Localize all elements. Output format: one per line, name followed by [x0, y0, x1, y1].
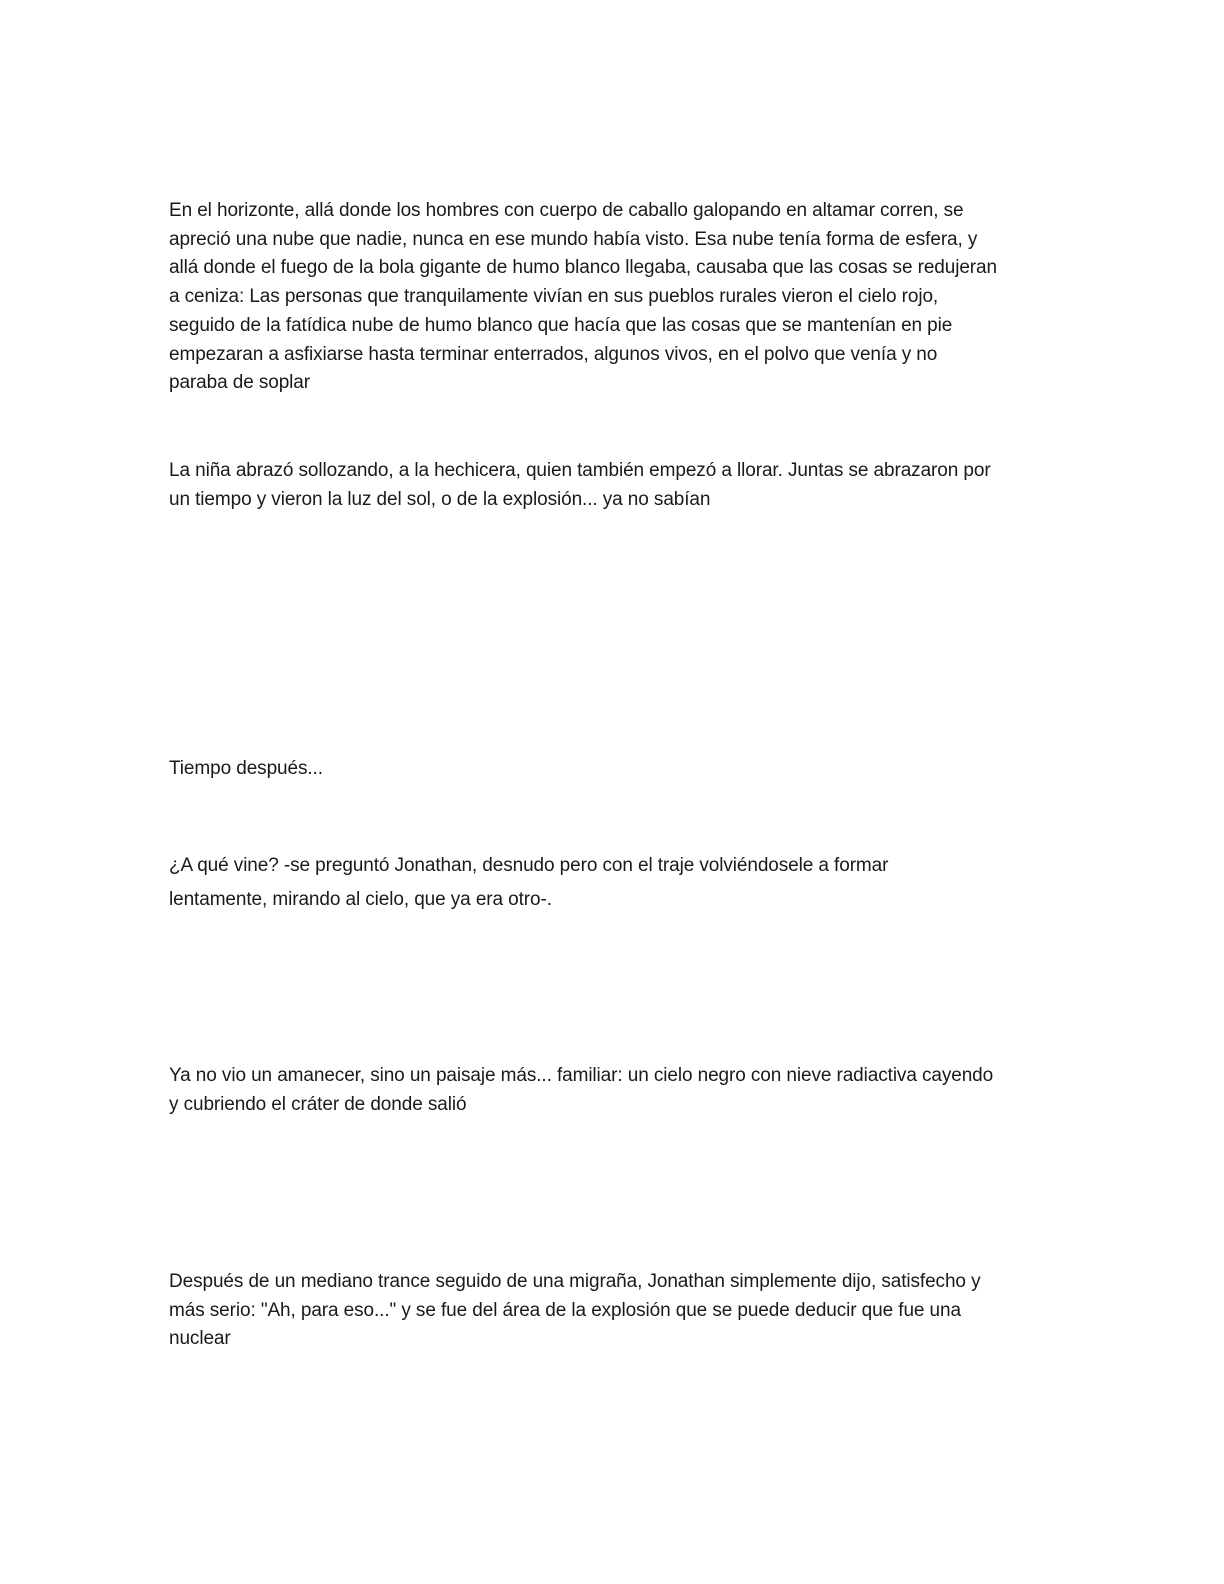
paragraph-girl-sorceress: La niña abrazó sollozando, a la hechicera, quien también empezó a llorar. Juntas se abrazaron por un tiempo y vieron la luz del sol, o de la explosión... ya no sabían: [169, 460, 991, 510]
paragraph-jonathan-question: ¿A qué vine? -se preguntó Jonathan, desnudo pero con el traje volviéndosele a formar lentamente, mirando al cielo, que ya era otro-.: [169, 855, 889, 910]
paragraph-black-sky: Ya no vio un amanecer, sino un paisaje más... familiar: un cielo negro con nieve radiactiva cayendo y cubriendo el cráter de donde salió: [169, 1065, 994, 1115]
paragraph-jonathan-leaves: Después de un mediano trance seguido de una migraña, Jonathan simplemente dijo, satisfecho y más serio: "Ah, para eso..." y se fue del área de la explosión que se puede deducir que fue una nuclear: [169, 1271, 981, 1350]
paragraph-horizon-cloud: En el horizonte, allá donde los hombres con cuerpo de caballo galopando en altamar corren, se apreció una nube que nadie, nunca en ese mundo había visto. Esa nube tenía forma de esfera, y allá donde el fuego de la bola gigante de humo blanco llegaba, causaba que las cosas se redujeran a ceniza: Las personas que tranquilamente vivían en sus pueblos rurales vieron el cielo rojo, seguido de la fatídica nube de humo blanco que hacía que las cosas que se mantenían en pie empezaran a asfixiarse hasta terminar enterrados, algunos vivos, en el polvo que venía y no paraba de soplar: [169, 200, 997, 394]
paragraph-time-later: Tiempo después...: [169, 758, 323, 779]
